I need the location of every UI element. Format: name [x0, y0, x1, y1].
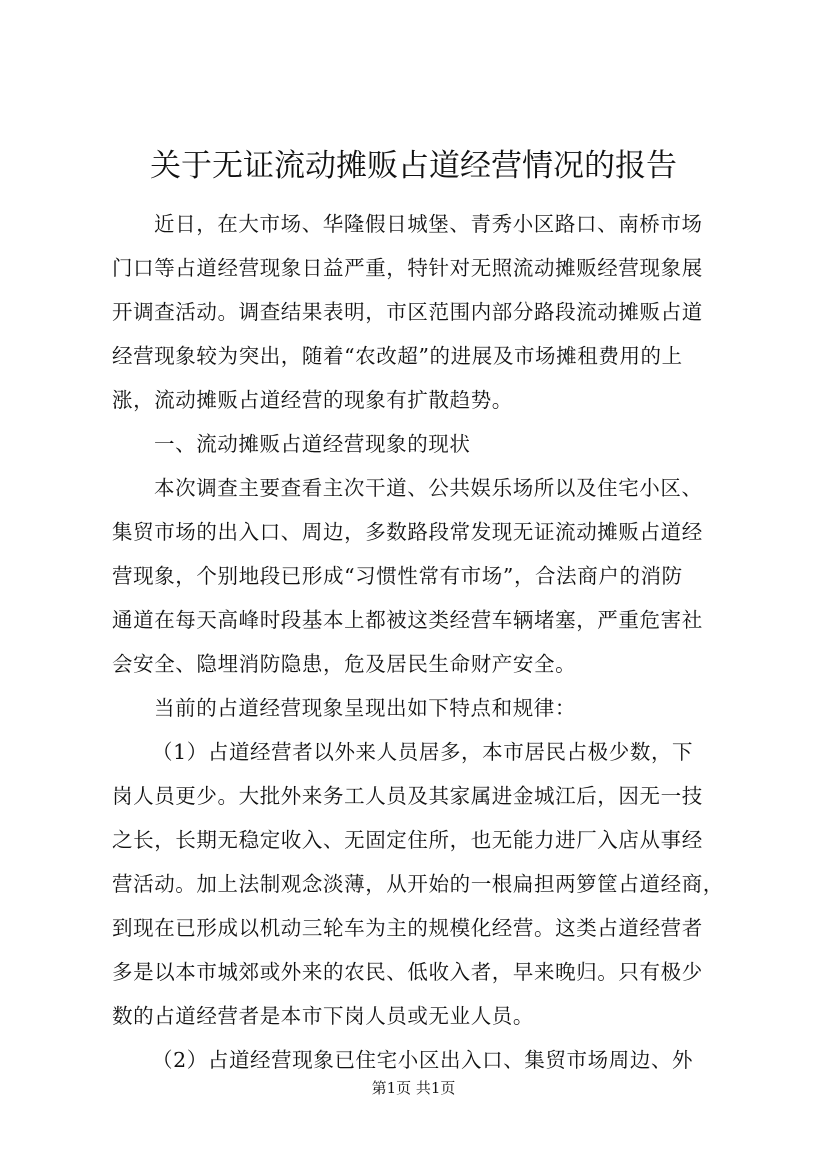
- text-line: 营现象，个别地段已形成“习惯性常有市场”，合法商户的消防: [112, 564, 683, 588]
- text-line: （1）占道经营者以外来人员居多，本市居民占极少数，下: [152, 740, 694, 764]
- text-line: 之长，长期无稳定收入、无固定住所，也无能力进厂入店从事经: [112, 828, 703, 852]
- text-line: 经营现象较为突出，随着“农改超”的进展及市场摊租费用的上: [112, 344, 683, 368]
- document-title: 关于无证流动摊贩占道经营情况的报告: [150, 148, 677, 184]
- text-line: 营活动。加上法制观念淡薄，从开始的一根扁担两箩筐占道经商，: [112, 872, 724, 896]
- text-line: 通道在每天高峰时段基本上都被这类经营车辆堵塞，严重危害社: [112, 608, 703, 632]
- text-line: 会安全、隐埋消防隐患，危及居民生命财产安全。: [112, 652, 577, 676]
- text-line: 多是以本市城郊或外来的农民、低收入者，早来晚归。只有极少: [112, 960, 703, 984]
- text-line: （2）占道经营现象已住宅小区出入口、集贸市场周边、外: [152, 1048, 694, 1072]
- text-line: 门口等占道经营现象日益严重，特针对无照流动摊贩经营现象展: [112, 256, 703, 280]
- page-number-footer: 第1页 共1页: [371, 1079, 456, 1097]
- document-body: [112, 202, 736, 1082]
- text-line: 数的占道经营者是本市下岗人员或无业人员。: [112, 1004, 534, 1028]
- text-line: 岗人员更少。大批外来务工人员及其家属进金城江后，因无一技: [112, 784, 703, 808]
- text-line: 近日，在大市场、华隆假日城堡、青秀小区路口、南桥市场: [154, 212, 703, 236]
- text-line: 涨，流动摊贩占道经营的现象有扩散趋势。: [112, 388, 513, 412]
- text-line: 到现在已形成以机动三轮车为主的规模化经营。这类占道经营者: [112, 916, 703, 940]
- text-line: 当前的占道经营现象呈现出如下特点和规律：: [154, 696, 576, 720]
- text-line: 集贸市场的出入口、周边，多数路段常发现无证流动摊贩占道经: [112, 520, 703, 544]
- text-line: 开调查活动。调查结果表明，市区范围内部分路段流动摊贩占道: [112, 300, 703, 324]
- text-line: 本次调查主要查看主次干道、公共娱乐场所以及住宅小区、: [154, 476, 703, 500]
- section-heading: 一、流动摊贩占道经营现象的现状: [154, 432, 471, 456]
